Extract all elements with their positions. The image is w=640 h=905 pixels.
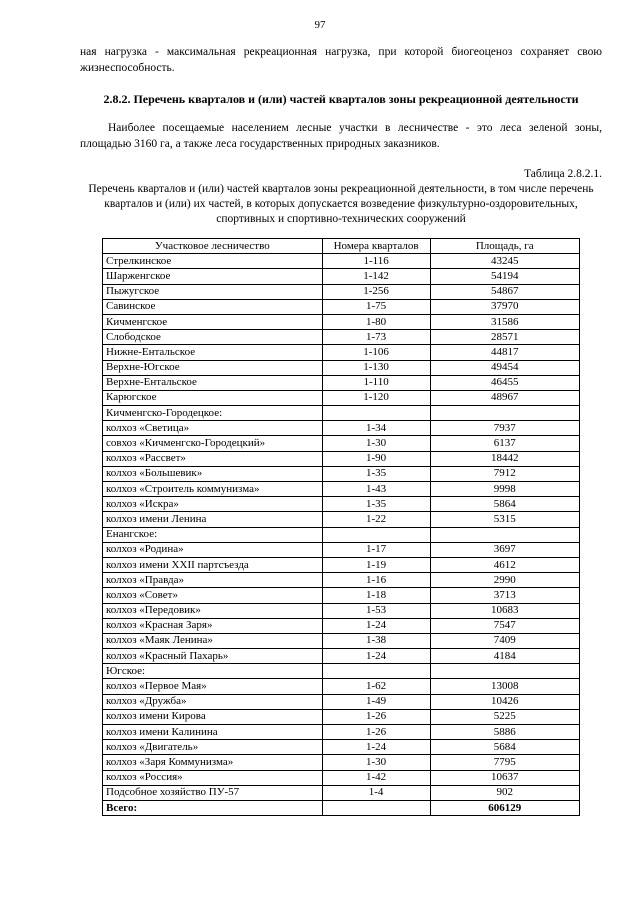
forest-quarters-table: [102, 238, 580, 816]
area-cell: 10426: [430, 694, 579, 709]
area-cell: 902: [430, 785, 579, 800]
district-cell: Кичменгско-Городецкое:: [103, 406, 323, 421]
area-cell: 7409: [430, 633, 579, 648]
quarters-cell: 1-16: [322, 573, 430, 588]
area-cell: [430, 527, 579, 542]
table-row: [103, 740, 580, 755]
area-cell: 28571: [430, 330, 579, 345]
quarters-cell: 1-256: [322, 284, 430, 299]
total-area: 606129: [430, 800, 579, 815]
quarters-cell: 1-49: [322, 694, 430, 709]
district-cell: колхоз «Заря Коммунизма»: [103, 755, 323, 770]
area-cell: 44817: [430, 345, 579, 360]
table-row: [103, 497, 580, 512]
district-cell: Стрелкинское: [103, 254, 323, 269]
section-title: 2.8.2. Перечень кварталов и (или) частей кварталов зоны рекреационной деятельности: [103, 92, 579, 106]
area-cell: 37970: [430, 299, 579, 314]
quarters-cell: 1-4: [322, 785, 430, 800]
district-cell: колхоз «Правда»: [103, 573, 323, 588]
district-cell: колхоз «Строитель коммунизма»: [103, 482, 323, 497]
district-cell: колхоз «Рассвет»: [103, 451, 323, 466]
area-cell: 6137: [430, 436, 579, 451]
area-cell: 5886: [430, 725, 579, 740]
area-cell: 5864: [430, 497, 579, 512]
district-cell: колхоз имени Калинина: [103, 725, 323, 740]
table-row: [103, 573, 580, 588]
district-cell: колхоз «Красная Заря»: [103, 618, 323, 633]
district-cell: колхоз «Совет»: [103, 588, 323, 603]
table-row: [103, 345, 580, 360]
area-cell: 7547: [430, 618, 579, 633]
district-cell: колхоз «Светица»: [103, 421, 323, 436]
area-cell: 54194: [430, 269, 579, 284]
area-cell: [430, 406, 579, 421]
area-cell: 49454: [430, 360, 579, 375]
district-cell: колхоз имени Ленина: [103, 512, 323, 527]
quarters-cell: 1-22: [322, 512, 430, 527]
district-cell: колхоз «Большевик»: [103, 466, 323, 481]
district-cell: колхоз «Первое Мая»: [103, 679, 323, 694]
area-cell: 31586: [430, 314, 579, 329]
area-cell: 13008: [430, 679, 579, 694]
district-cell: Слободское: [103, 330, 323, 345]
quarters-cell: 1-26: [322, 709, 430, 724]
district-cell: совхоз «Кичменгско-Городецкий»: [103, 436, 323, 451]
district-cell: колхоз «Маяк Ленина»: [103, 633, 323, 648]
quarters-cell: 1-26: [322, 725, 430, 740]
area-cell: 46455: [430, 375, 579, 390]
quarters-cell: 1-42: [322, 770, 430, 785]
quarters-cell: 1-106: [322, 345, 430, 360]
table-row: [103, 694, 580, 709]
area-cell: 9998: [430, 482, 579, 497]
area-cell: 3713: [430, 588, 579, 603]
table-caption: Перечень кварталов и (или) частей кварталов зоны рекреационной деятельности, в том числе перечень кварталов и (или) их частей, в которых допускается возведение физкультурно-оздоровительных, спортивных и спортивно-технических сооружений: [88, 183, 594, 225]
table-row: [103, 709, 580, 724]
area-cell: 10637: [430, 770, 579, 785]
area-cell: 7937: [430, 421, 579, 436]
quarters-cell: 1-24: [322, 649, 430, 664]
table-row: [103, 770, 580, 785]
table-row: [103, 679, 580, 694]
table-row: [103, 390, 580, 405]
area-cell: 48967: [430, 390, 579, 405]
district-cell: Нижне-Ентальское: [103, 345, 323, 360]
header-quarters: Номера кварталов: [322, 239, 430, 254]
table-row: [103, 269, 580, 284]
table-row: [103, 725, 580, 740]
table-row: [103, 436, 580, 451]
header-area: Площадь, га: [430, 239, 579, 254]
table-row: [103, 406, 580, 421]
table-row: [103, 451, 580, 466]
table-row: [103, 557, 580, 572]
quarters-cell: 1-18: [322, 588, 430, 603]
district-cell: Верхне-Ентальское: [103, 375, 323, 390]
district-cell: колхоз «Дружба»: [103, 694, 323, 709]
district-cell: колхоз «Двигатель»: [103, 740, 323, 755]
district-cell: колхоз «Передовик»: [103, 603, 323, 618]
table-row: [103, 421, 580, 436]
quarters-cell: 1-90: [322, 451, 430, 466]
intro-paragraph: Наиболее посещаемые населением лесные участки в лесничестве - это леса зеленой зоны, площадью 3160 га, а также леса государственных природных заказников.: [80, 122, 602, 150]
quarters-cell: [322, 527, 430, 542]
area-cell: 3697: [430, 542, 579, 557]
district-cell: Подсобное хозяйство ПУ-57: [103, 785, 323, 800]
quarters-cell: 1-62: [322, 679, 430, 694]
header-district: Участковое лесничество: [103, 239, 323, 254]
quarters-cell: 1-35: [322, 497, 430, 512]
area-cell: 4184: [430, 649, 579, 664]
area-cell: 4612: [430, 557, 579, 572]
area-cell: 54867: [430, 284, 579, 299]
area-cell: 2990: [430, 573, 579, 588]
table-row: [103, 755, 580, 770]
district-cell: Кичменгское: [103, 314, 323, 329]
district-cell: колхоз «Родина»: [103, 542, 323, 557]
area-cell: 7795: [430, 755, 579, 770]
area-cell: 5225: [430, 709, 579, 724]
quarters-cell: 1-73: [322, 330, 430, 345]
table-row: [103, 603, 580, 618]
quarters-cell: 1-30: [322, 755, 430, 770]
table-row: [103, 542, 580, 557]
district-cell: Югское:: [103, 664, 323, 679]
table-total-row: [103, 800, 580, 815]
table-row: [103, 466, 580, 481]
table-row: [103, 527, 580, 542]
quarters-cell: 1-38: [322, 633, 430, 648]
area-cell: 43245: [430, 254, 579, 269]
quarters-cell: 1-130: [322, 360, 430, 375]
table-row: [103, 512, 580, 527]
total-label: Всего:: [103, 800, 323, 815]
table-row: [103, 360, 580, 375]
district-cell: колхоз имени XXII партсъезда: [103, 557, 323, 572]
quarters-cell: 1-30: [322, 436, 430, 451]
quarters-cell: 1-34: [322, 421, 430, 436]
quarters-cell: 1-19: [322, 557, 430, 572]
area-cell: 5315: [430, 512, 579, 527]
area-cell: 7912: [430, 466, 579, 481]
quarters-cell: 1-120: [322, 390, 430, 405]
table-label: Таблица 2.8.2.1.: [524, 168, 602, 180]
continuation-paragraph: ная нагрузка - максимальная рекреационная нагрузка, при которой биогеоценоз сохраняет свою жизнеспособность.: [80, 46, 602, 74]
table-row: [103, 375, 580, 390]
quarters-cell: 1-24: [322, 740, 430, 755]
district-cell: колхоз «Искра»: [103, 497, 323, 512]
district-cell: Карюгское: [103, 390, 323, 405]
table-row: [103, 299, 580, 314]
table-row: [103, 330, 580, 345]
table-row: [103, 254, 580, 269]
district-cell: колхоз «Красный Пахарь»: [103, 649, 323, 664]
area-cell: 10683: [430, 603, 579, 618]
quarters-cell: 1-24: [322, 618, 430, 633]
quarters-cell: 1-17: [322, 542, 430, 557]
table-row: [103, 618, 580, 633]
table-row: [103, 314, 580, 329]
district-cell: колхоз имени Кирова: [103, 709, 323, 724]
quarters-cell: 1-35: [322, 466, 430, 481]
table-row: [103, 588, 580, 603]
page-number: 97: [314, 19, 326, 31]
district-cell: Шарженгское: [103, 269, 323, 284]
quarters-cell: 1-80: [322, 314, 430, 329]
area-cell: 5684: [430, 740, 579, 755]
table-row: [103, 482, 580, 497]
district-cell: Савинское: [103, 299, 323, 314]
quarters-cell: 1-43: [322, 482, 430, 497]
area-cell: [430, 664, 579, 679]
quarters-cell: [322, 664, 430, 679]
quarters-cell: [322, 406, 430, 421]
district-cell: Верхне-Югское: [103, 360, 323, 375]
table-body: [103, 254, 580, 816]
area-cell: 18442: [430, 451, 579, 466]
district-cell: колхоз «Россия»: [103, 770, 323, 785]
table-row: [103, 664, 580, 679]
table-row: [103, 785, 580, 800]
table-row: [103, 284, 580, 299]
table-row: [103, 649, 580, 664]
quarters-cell: 1-116: [322, 254, 430, 269]
quarters-cell: 1-142: [322, 269, 430, 284]
table-header-row: [103, 239, 580, 254]
quarters-cell: 1-53: [322, 603, 430, 618]
quarters-cell: 1-110: [322, 375, 430, 390]
table-row: [103, 633, 580, 648]
total-quarters: [322, 800, 430, 815]
quarters-cell: 1-75: [322, 299, 430, 314]
district-cell: Пыжугское: [103, 284, 323, 299]
district-cell: Енангское:: [103, 527, 323, 542]
